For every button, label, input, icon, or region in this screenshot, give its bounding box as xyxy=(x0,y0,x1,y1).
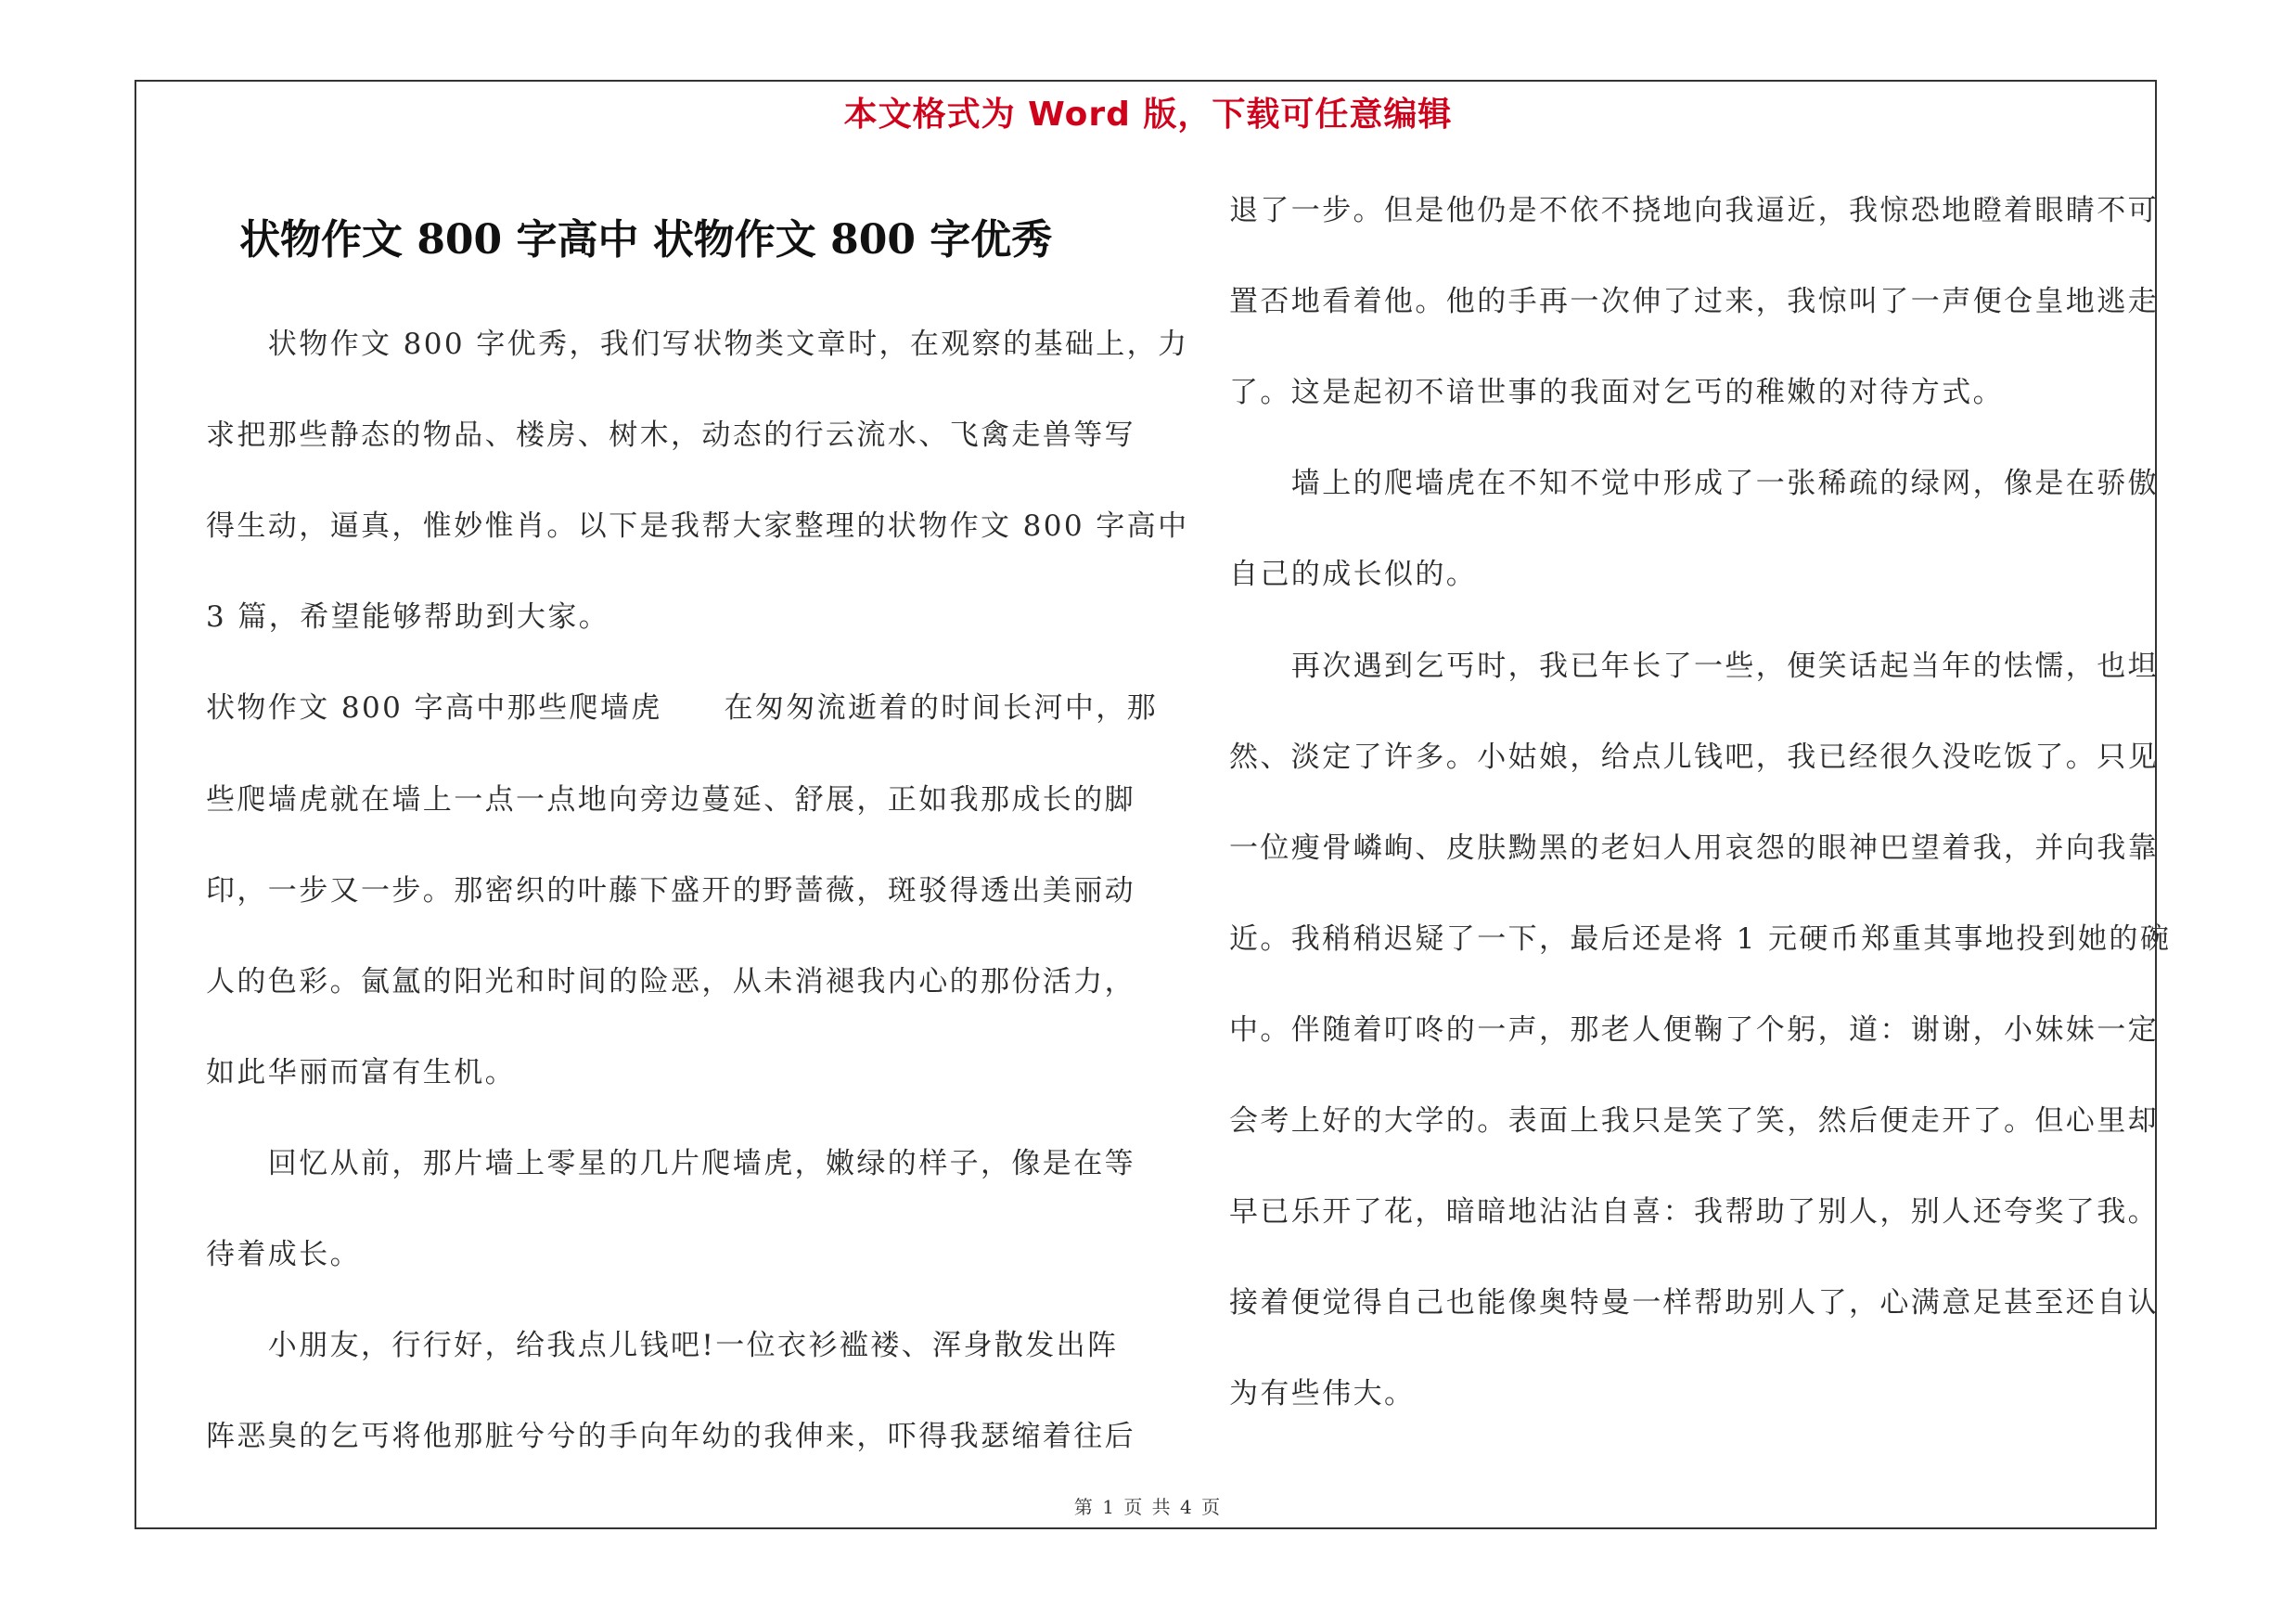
text-line: 人的色彩。氤氲的阳光和时间的险恶，从未消褪我内心的那份活力， xyxy=(206,964,1135,998)
text-line: 再次遇到乞丐时，我已年长了一些，便笑话起当年的怯懦，也坦 xyxy=(1229,649,2159,683)
text-line: 得生动，逼真，惟妙惟肖。以下是我帮大家整理的状物作文 800 字高中 xyxy=(206,509,1189,544)
text-line: 些爬墙虎就在墙上一点一点地向旁边蔓延、舒展，正如我那成长的脚 xyxy=(206,782,1135,817)
page-number: 第 1 页 共 4 页 xyxy=(1073,1496,1223,1518)
text-line: 接着便觉得自己也能像奥特曼一样帮助别人了，心满意足甚至还自认 xyxy=(1229,1286,2159,1320)
text-line: 回忆从前，那片墙上零星的几片爬墙虎，嫩绿的样子，像是在等 xyxy=(206,1146,1135,1180)
text-line: 置否地看着他。他的手再一次伸了过来，我惊叫了一声便仓皇地逃走 xyxy=(1229,285,2159,319)
text-line: 状物作文 800 字优秀，我们写状物类文章时，在观察的基础上，力 xyxy=(206,328,1189,361)
format-banner: 本文格式为 Word 版，下载可任意编辑 xyxy=(843,96,1453,134)
text-line: 求把那些静态的物品、楼房、树木，动态的行云流水、飞禽走兽等写 xyxy=(206,419,1135,453)
text-line: 3 篇，希望能够帮助到大家。 xyxy=(206,600,610,635)
text-line: 印，一步又一步。那密织的叶藤下盛开的野蔷薇，斑驳得透出美丽动 xyxy=(206,873,1135,908)
document-title: 状物作文 800 字高中 状物作文 800 字优秀 xyxy=(239,216,1053,264)
text-line: 退了一步。但是他仍是不依不挠地向我逼近，我惊恐地瞪着眼睛不可 xyxy=(1229,194,2159,227)
text-line: 自己的成长似的。 xyxy=(1229,558,1478,592)
text-line: 墙上的爬墙虎在不知不觉中形成了一张稀疏的绿网，像是在骄傲 xyxy=(1229,467,2159,501)
text-line: 会考上好的大学的。表面上我只是笑了笑，然后便走开了。但心里却 xyxy=(1229,1104,2159,1138)
text-line: 阵恶臭的乞丐将他那脏兮兮的手向年幼的我伸来，吓得我瑟缩着往后 xyxy=(206,1420,1135,1454)
text-line: 中。伴随着叮咚的一声，那老人便鞠了个躬，道：谢谢，小妹妹一定 xyxy=(1229,1012,2159,1047)
text-line: 如此华丽而富有生机。 xyxy=(206,1055,516,1089)
text-line: 近。我稍稍迟疑了一下，最后还是将 1 元硬币郑重其事地投到她的碗 xyxy=(1229,921,2172,956)
text-line: 早已乐开了花，暗暗地沾沾自喜：我帮助了别人，别人还夸奖了我。 xyxy=(1229,1195,2159,1230)
text-line: 一位瘦骨嶙峋、皮肤黝黑的老妇人用哀怨的眼神巴望着我，并向我靠 xyxy=(1229,831,2159,865)
text-line: 状物作文 800 字高中那些爬墙虎 在匆匆流逝着的时间长河中，那 xyxy=(206,691,1159,726)
text-line: 为有些伟大。 xyxy=(1229,1377,1416,1411)
text-line: 待着成长。 xyxy=(206,1238,361,1271)
text-line: 然、淡定了许多。小姑娘，给点儿钱吧，我已经很久没吃饭了。只见 xyxy=(1229,740,2159,774)
text-line: 小朋友，行行好，给我点儿钱吧!一位衣衫褴褛、浑身散发出阵 xyxy=(206,1329,1119,1363)
text-line: 了。这是起初不谙世事的我面对乞丐的稚嫩的对待方式。 xyxy=(1229,376,2004,410)
